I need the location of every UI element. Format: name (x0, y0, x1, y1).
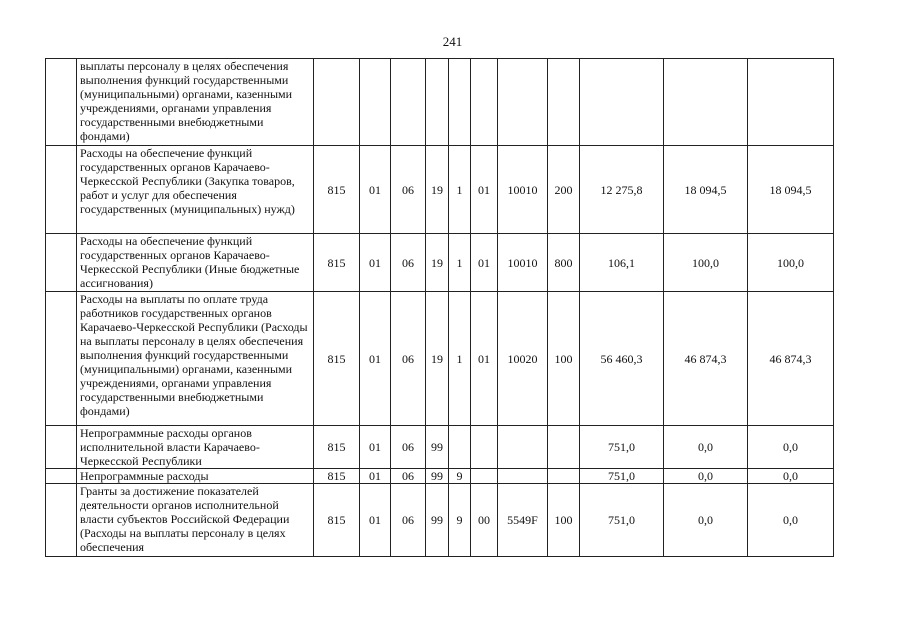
expense-type-code-cell (548, 426, 580, 469)
section-code-cell: 01 (360, 146, 391, 234)
direction-code-cell (498, 469, 548, 484)
subsection-code-cell: 06 (391, 234, 426, 292)
page-number: 241 (442, 34, 463, 49)
section-code-cell: 01 (360, 469, 391, 484)
amount-year2-cell: 100,0 (664, 234, 748, 292)
expense-type-code-cell: 800 (548, 234, 580, 292)
budget-table (45, 58, 834, 557)
amount-year3-cell: 100,0 (748, 234, 834, 292)
amount-year1-cell: 12 275,8 (580, 146, 664, 234)
amount-year2-cell: 0,0 (664, 469, 748, 484)
ministry-code-cell: 815 (314, 234, 360, 292)
main-event-code-cell: 01 (471, 292, 498, 426)
expense-type-code-cell (548, 59, 580, 146)
subprogram-code-cell: 1 (449, 146, 471, 234)
program-code-cell (426, 59, 449, 146)
main-event-code-cell: 01 (471, 146, 498, 234)
row-blank-cell (46, 469, 77, 484)
expense-type-code-cell: 100 (548, 292, 580, 426)
program-code-cell: 99 (426, 484, 449, 557)
subprogram-code-cell: 9 (449, 469, 471, 484)
section-code-cell: 01 (360, 292, 391, 426)
program-code-cell: 19 (426, 146, 449, 234)
ministry-code-cell: 815 (314, 469, 360, 484)
direction-code-cell: 5549F (498, 484, 548, 557)
row-name-cell: Гранты за достижение показателей деятельности органов исполнительной власти субъектов Российской Федерации (Расходы на выплаты персоналу в целях обеспечения (77, 484, 314, 557)
ministry-code-cell: 815 (314, 146, 360, 234)
amount-year3-cell: 46 874,3 (748, 292, 834, 426)
expense-type-code-cell: 200 (548, 146, 580, 234)
amount-year1-cell: 751,0 (580, 426, 664, 469)
table-row (46, 469, 834, 484)
amount-year2-cell: 18 094,5 (664, 146, 748, 234)
subsection-code-cell: 06 (391, 146, 426, 234)
row-name-cell: Непрограммные расходы органов исполнительной власти Карачаево-Черкесской Республики (77, 426, 314, 469)
table-row (46, 292, 834, 426)
row-name-cell: Непрограммные расходы (77, 469, 314, 484)
amount-year3-cell (748, 59, 834, 146)
table-row (46, 426, 834, 469)
row-blank-cell (46, 59, 77, 146)
row-name-cell: Расходы на обеспечение функций государственных органов Карачаево-Черкесской Республики (Закупка товаров, работ и услуг для обеспечения государственных (муниципальных) нужд) (77, 146, 314, 234)
program-code-cell: 19 (426, 234, 449, 292)
subprogram-code-cell: 1 (449, 292, 471, 426)
direction-code-cell: 10020 (498, 292, 548, 426)
section-code-cell (360, 59, 391, 146)
amount-year3-cell: 0,0 (748, 469, 834, 484)
row-blank-cell (46, 292, 77, 426)
table-row (46, 484, 834, 557)
amount-year1-cell: 106,1 (580, 234, 664, 292)
main-event-code-cell (471, 426, 498, 469)
direction-code-cell: 10010 (498, 146, 548, 234)
row-name-cell: Расходы на обеспечение функций государственных органов Карачаево-Черкесской Республики (Иные бюджетные ассигнования) (77, 234, 314, 292)
subprogram-code-cell: 9 (449, 484, 471, 557)
section-code-cell: 01 (360, 234, 391, 292)
section-code-cell: 01 (360, 484, 391, 557)
amount-year1-cell: 751,0 (580, 469, 664, 484)
ministry-code-cell (314, 59, 360, 146)
amount-year3-cell: 0,0 (748, 426, 834, 469)
table-row (46, 146, 834, 234)
subsection-code-cell: 06 (391, 426, 426, 469)
table-body (46, 59, 834, 557)
row-blank-cell (46, 234, 77, 292)
main-event-code-cell (471, 59, 498, 146)
row-name-cell: выплаты персоналу в целях обеспечения выполнения функций государственными (муниципальными) органами, казенными учреждениями, органами управления государственными внебюджетными фондами) (77, 59, 314, 146)
subsection-code-cell: 06 (391, 292, 426, 426)
expense-type-code-cell: 100 (548, 484, 580, 557)
row-blank-cell (46, 426, 77, 469)
ministry-code-cell: 815 (314, 292, 360, 426)
row-blank-cell (46, 484, 77, 557)
main-event-code-cell: 00 (471, 484, 498, 557)
amount-year3-cell: 0,0 (748, 484, 834, 557)
program-code-cell: 99 (426, 426, 449, 469)
direction-code-cell: 10010 (498, 234, 548, 292)
amount-year2-cell (664, 59, 748, 146)
program-code-cell: 19 (426, 292, 449, 426)
subprogram-code-cell (449, 59, 471, 146)
expense-type-code-cell (548, 469, 580, 484)
ministry-code-cell: 815 (314, 484, 360, 557)
table-row (46, 234, 834, 292)
ministry-code-cell: 815 (314, 426, 360, 469)
amount-year1-cell (580, 59, 664, 146)
amount-year2-cell: 46 874,3 (664, 292, 748, 426)
subprogram-code-cell: 1 (449, 234, 471, 292)
amount-year1-cell: 751,0 (580, 484, 664, 557)
row-blank-cell (46, 146, 77, 234)
amount-year2-cell: 0,0 (664, 484, 748, 557)
amount-year3-cell: 18 094,5 (748, 146, 834, 234)
program-code-cell: 99 (426, 469, 449, 484)
subsection-code-cell (391, 59, 426, 146)
amount-year1-cell: 56 460,3 (580, 292, 664, 426)
direction-code-cell (498, 59, 548, 146)
main-event-code-cell: 01 (471, 234, 498, 292)
section-code-cell: 01 (360, 426, 391, 469)
table-row (46, 59, 834, 146)
subsection-code-cell: 06 (391, 469, 426, 484)
subprogram-code-cell (449, 426, 471, 469)
direction-code-cell (498, 426, 548, 469)
amount-year2-cell: 0,0 (664, 426, 748, 469)
subsection-code-cell: 06 (391, 484, 426, 557)
main-event-code-cell (471, 469, 498, 484)
row-name-cell: Расходы на выплаты по оплате труда работников государственных органов Карачаево-Черкесской Республики (Расходы на выплаты персоналу в целях обеспечения выполнения функций государственными (муниципальными) органами, казенными учреждениями, органами управления государственными внебюджетными фондами) (77, 292, 314, 426)
